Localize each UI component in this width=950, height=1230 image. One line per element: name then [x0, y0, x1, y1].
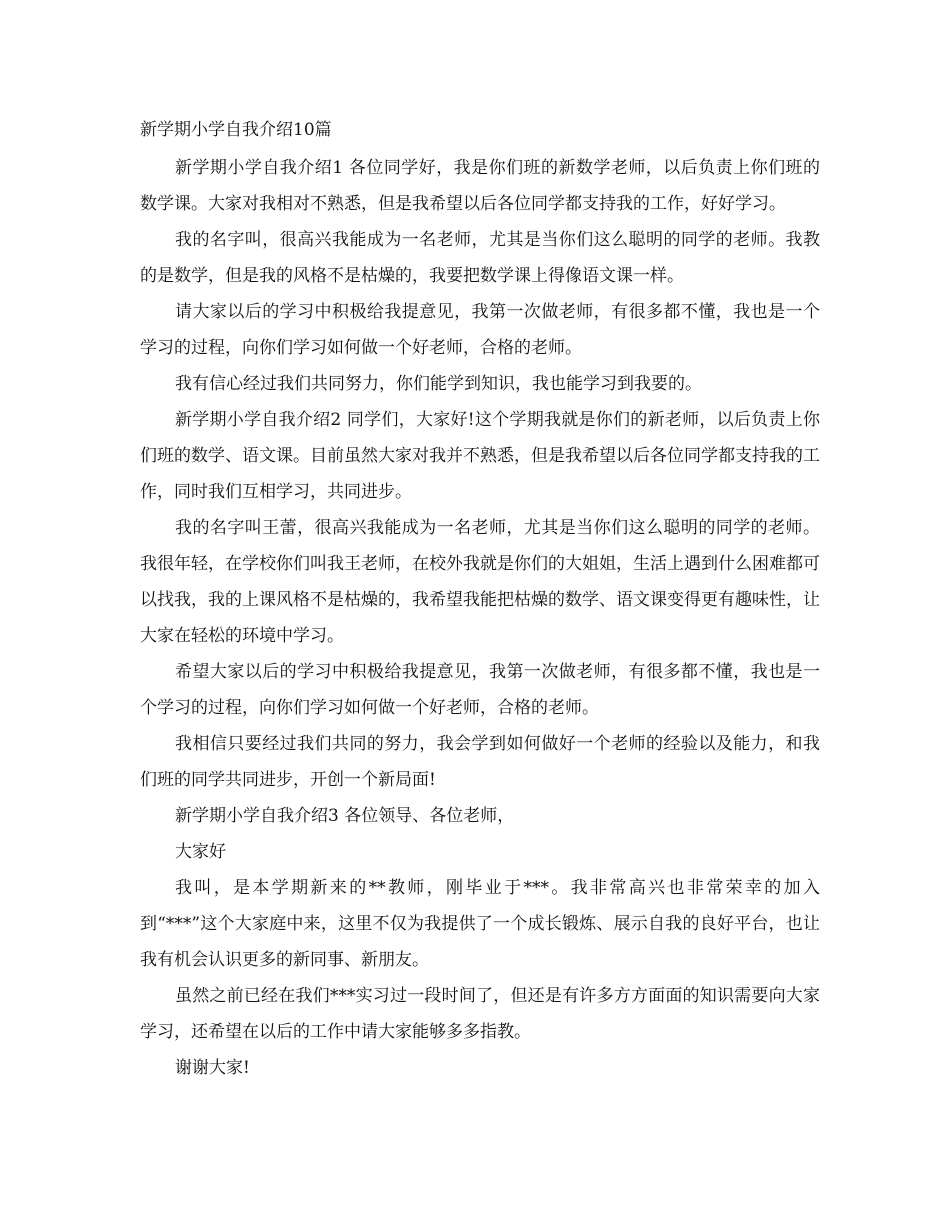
paragraph: 虽然之前已经在我们***实习过一段时间了，但还是有许多方方面面的知识需要向大家学习，还希望在以后的工作中请大家能够多多指教。 — [140, 986, 820, 1042]
closing-line: 谢谢大家! — [175, 1058, 250, 1078]
paragraph: 我的名字叫，很高兴我能成为一名老师，尤其是当你们这么聪明的同学的老师。我教的是数学，但是我的风格不是枯燥的，我要把数学课上得像语文课一样。 — [140, 230, 820, 286]
paragraph-intro-1: 新学期小学自我介绍1 各位同学好，我是你们班的新数学老师，以后负责上你们班的数学课。大家对我相对不熟悉，但是我希望以后各位同学都支持我的工作，好好学习。 — [140, 158, 820, 214]
paragraph: 我相信只要经过我们共同的努力，我会学到如何做好一个老师的经验以及能力，和我们班的同学共同进步，开创一个新局面! — [140, 734, 820, 790]
paragraph-intro-3: 新学期小学自我介绍3 各位领导、各位老师， — [175, 806, 515, 826]
greeting-line: 大家好 — [175, 842, 226, 862]
paragraph: 我叫，是本学期新来的**教师，刚毕业于***。我非常高兴也非常荣幸的加入到“***”这个大家庭中来，这里不仅为我提供了一个成长锻炼、展示自我的良好平台，也让我有机会认识更多的新同事、新朋友。 — [140, 878, 820, 970]
paragraph-intro-2: 新学期小学自我介绍2 同学们，大家好!这个学期我就是你们的新老师，以后负责上你们班的数学、语文课。目前虽然大家对我并不熟悉，但是我希望以后各位同学都支持我的工作，同时我们互相学习，共同进步。 — [140, 410, 820, 502]
paragraph: 我的名字叫王蕾，很高兴我能成为一名老师，尤其是当你们这么聪明的同学的老师。我很年轻，在学校你们叫我王老师，在校外我就是你们的大姐姐，生活上遇到什么困难都可以找我，我的上课风格不是枯燥的，我希望我能把枯燥的数学、语文课变得更有趣味性，让大家在轻松的环境中学习。 — [140, 518, 820, 646]
paragraph: 请大家以后的学习中积极给我提意见，我第一次做老师，有很多都不懂，我也是一个学习的过程，向你们学习如何做一个好老师，合格的老师。 — [140, 302, 820, 358]
document-body — [140, 150, 820, 1086]
paragraph: 我有信心经过我们共同努力，你们能学到知识，我也能学习到我要的。 — [175, 374, 702, 394]
document-title: 新学期小学自我介绍10篇 — [140, 120, 332, 140]
paragraph: 希望大家以后的学习中积极给我提意见，我第一次做老师，有很多都不懂，我也是一个学习的过程，向你们学习如何做一个好老师，合格的老师。 — [140, 662, 820, 718]
